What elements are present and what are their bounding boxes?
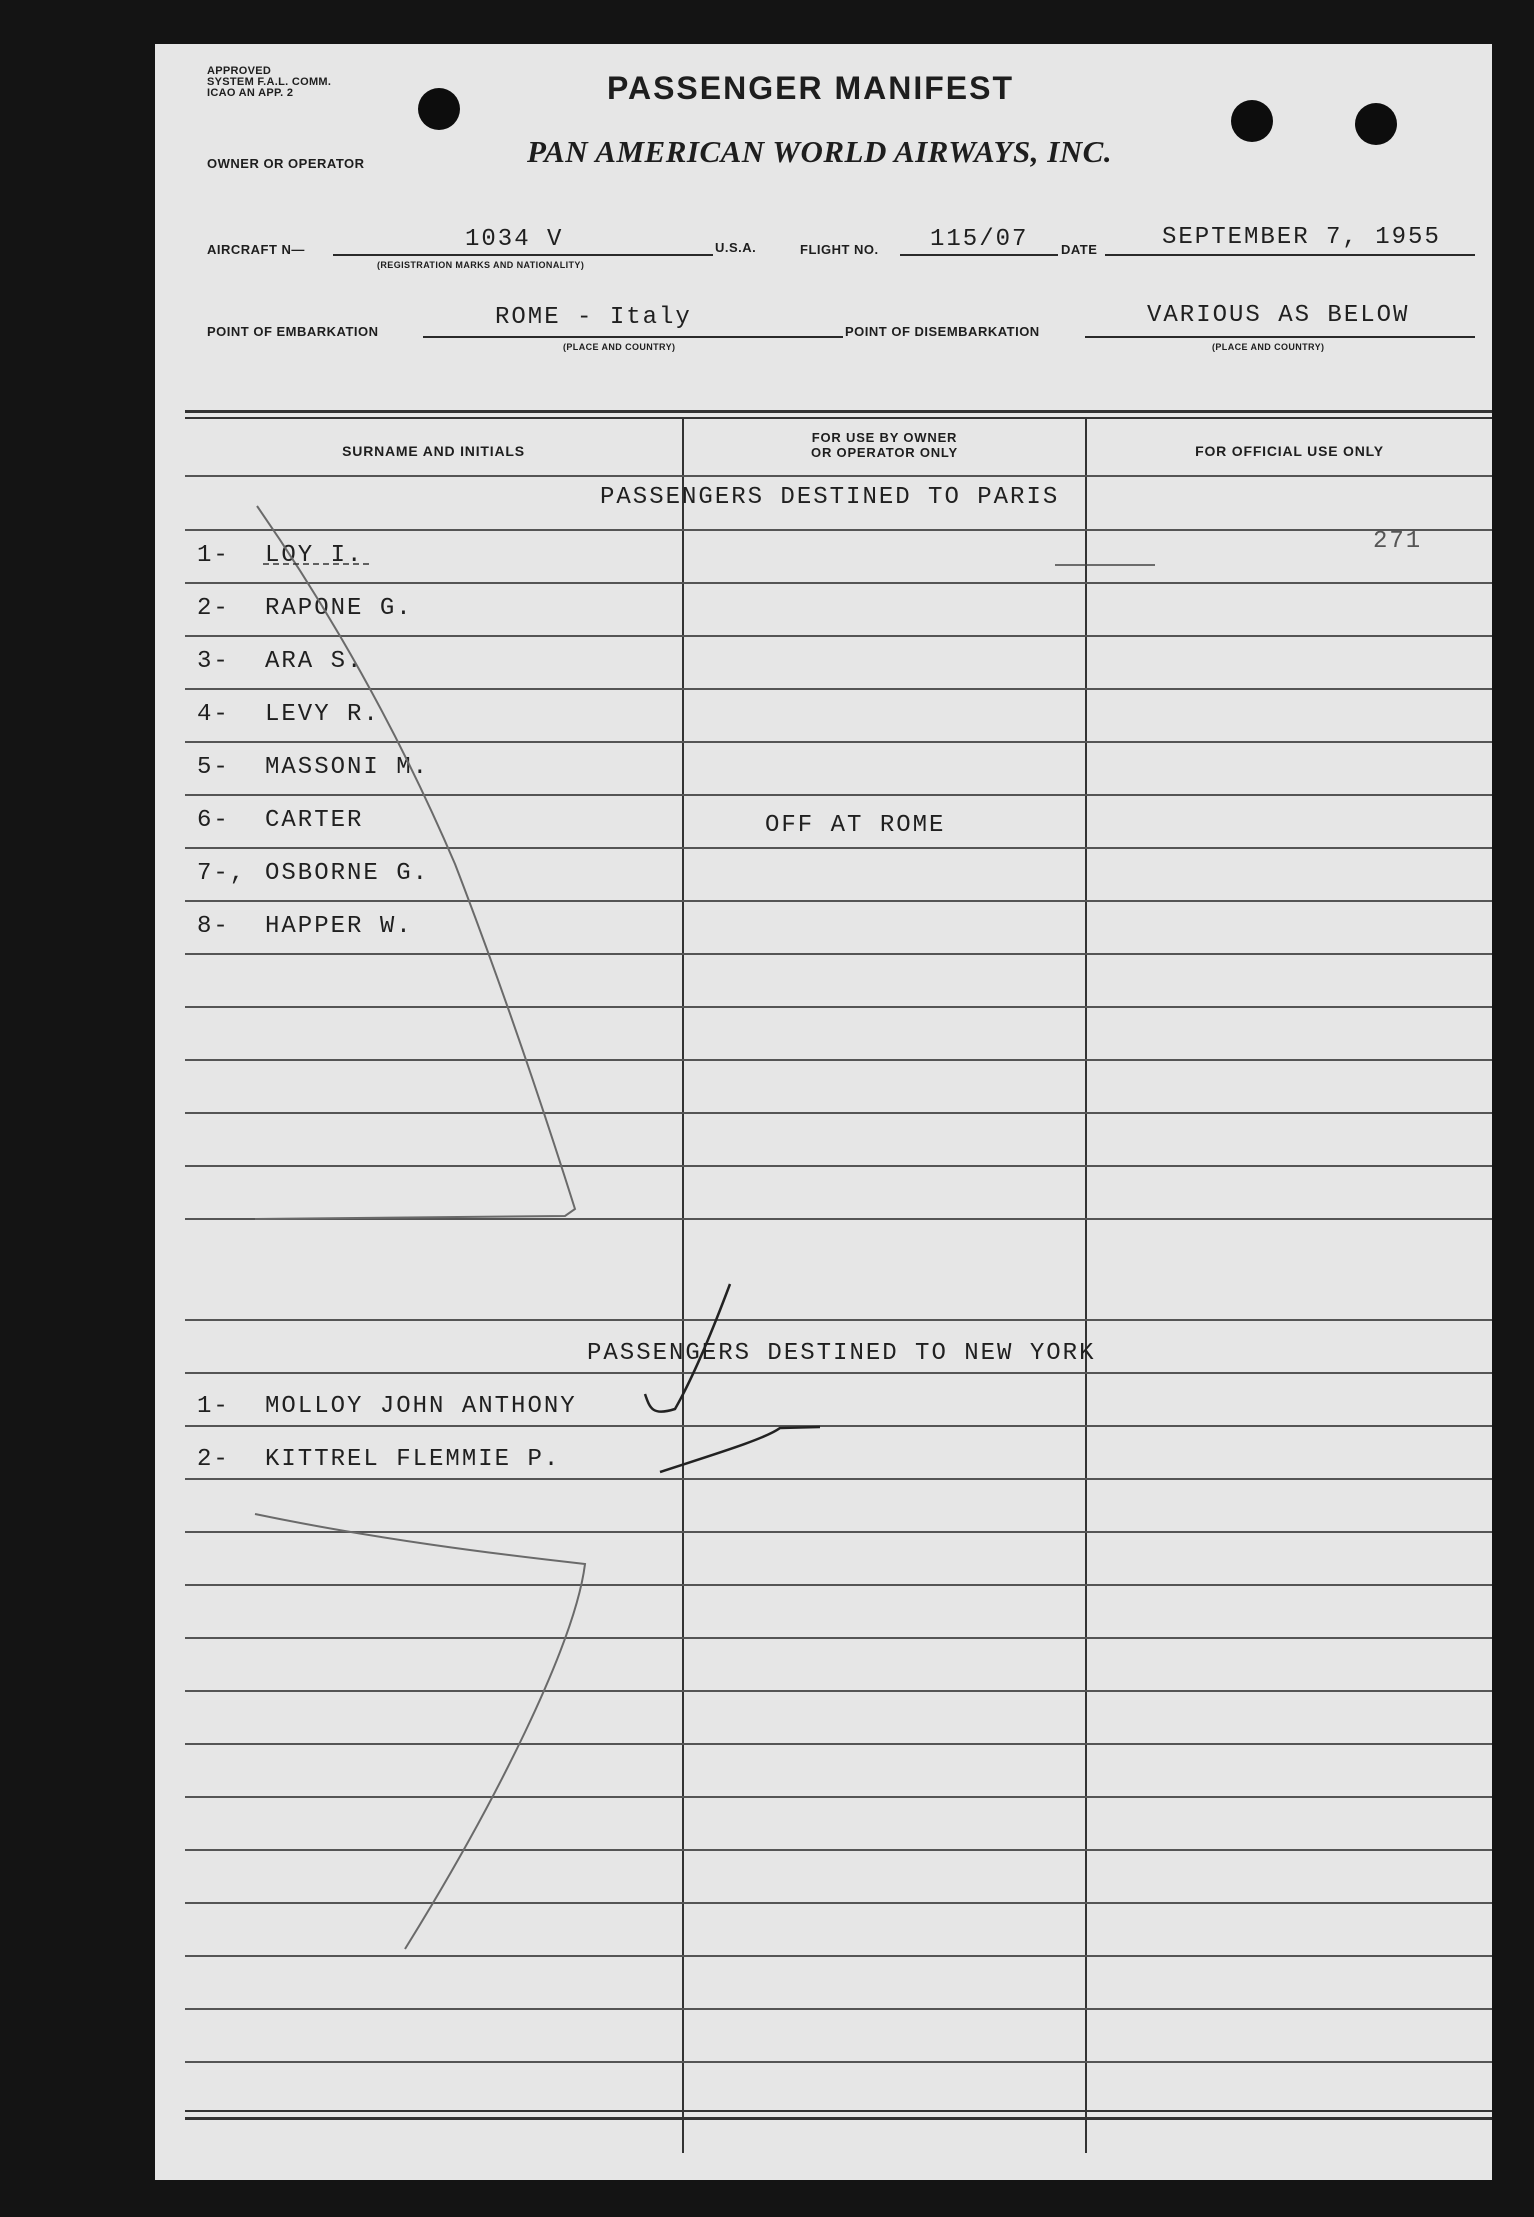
passenger-number: 4- (197, 701, 230, 728)
passenger-number: 6- (197, 807, 230, 834)
place-caption: (PLACE AND COUNTRY) (563, 342, 676, 352)
header-surname: SURNAME AND INITIALS (342, 443, 525, 459)
usa-label: U.S.A. (715, 240, 757, 255)
passenger-number: 1- (197, 542, 230, 569)
pencil-strike-paris (255, 506, 575, 1219)
paris-heading: PASSENGERS DESTINED TO PARIS (600, 484, 1060, 511)
owner-use-line: OR OPERATOR ONLY (811, 445, 958, 460)
disembarkation-value: VARIOUS AS BELOW (1147, 302, 1410, 329)
passenger-name: HAPPER W. (265, 913, 413, 940)
owner-label: OWNER OR OPERATOR (207, 156, 365, 171)
aircraft-label: AIRCRAFT N— (207, 242, 305, 257)
aircraft-value: 1034 V (465, 226, 564, 253)
newyork-heading: PASSENGERS DESTINED TO NEW YORK (587, 1340, 1096, 1367)
flight-value: 115/07 (930, 226, 1029, 253)
passenger-name: LOY I. (265, 542, 364, 569)
registration-caption: (REGISTRATION MARKS AND NATIONALITY) (377, 260, 585, 270)
passenger-number: 1- (197, 1393, 230, 1420)
passenger-name: KITTREL FLEMMIE P. (265, 1446, 561, 1473)
passenger-name: LEVY R. (265, 701, 380, 728)
passenger-number: 2- (197, 1446, 230, 1473)
embarkation-label: POINT OF EMBARKATION (207, 324, 379, 339)
approval-line: ICAO AN APP. 2 (207, 87, 294, 99)
passenger-name: MASSONI M. (265, 754, 430, 781)
check-mark-1 (645, 1284, 730, 1412)
date-label: DATE (1061, 242, 1098, 257)
passenger-name: RAPONE G. (265, 595, 413, 622)
approval-line: SYSTEM F.A.L. COMM. (207, 76, 332, 88)
handwritten-marks (155, 44, 1492, 2180)
manifest-sheet (155, 44, 1492, 2180)
approval-line: APPROVED (207, 65, 272, 77)
passenger-number: 8- (197, 913, 230, 940)
form-title: PASSENGER MANIFEST (607, 70, 1014, 106)
passenger-number: 7-, (197, 860, 247, 887)
pencil-strike-newyork (255, 1514, 585, 1949)
passenger-name: MOLLOY JOHN ANTHONY (265, 1393, 577, 1420)
passenger-number: 3- (197, 648, 230, 675)
check-mark-2 (660, 1427, 820, 1472)
official-note: 271 (1373, 528, 1423, 555)
flight-label: FLIGHT NO. (800, 242, 879, 257)
header-official-use: FOR OFFICIAL USE ONLY (1195, 443, 1384, 459)
place-caption-2: (PLACE AND COUNTRY) (1212, 342, 1325, 352)
passenger-number: 2- (197, 595, 230, 622)
passenger-name: OSBORNE G. (265, 860, 430, 887)
paris-remark: OFF AT ROME (765, 812, 946, 839)
disembarkation-label: POINT OF DISEMBARKATION (845, 324, 1040, 339)
airline-name: PAN AMERICAN WORLD AIRWAYS, INC. (527, 134, 1113, 169)
passenger-number: 5- (197, 754, 230, 781)
date-value: SEPTEMBER 7, 1955 (1162, 224, 1441, 251)
embarkation-value: ROME - Italy (495, 304, 692, 331)
owner-use-line: FOR USE BY OWNER (811, 430, 958, 445)
passenger-name: CARTER (265, 807, 364, 834)
passenger-name: ARA S. (265, 648, 364, 675)
